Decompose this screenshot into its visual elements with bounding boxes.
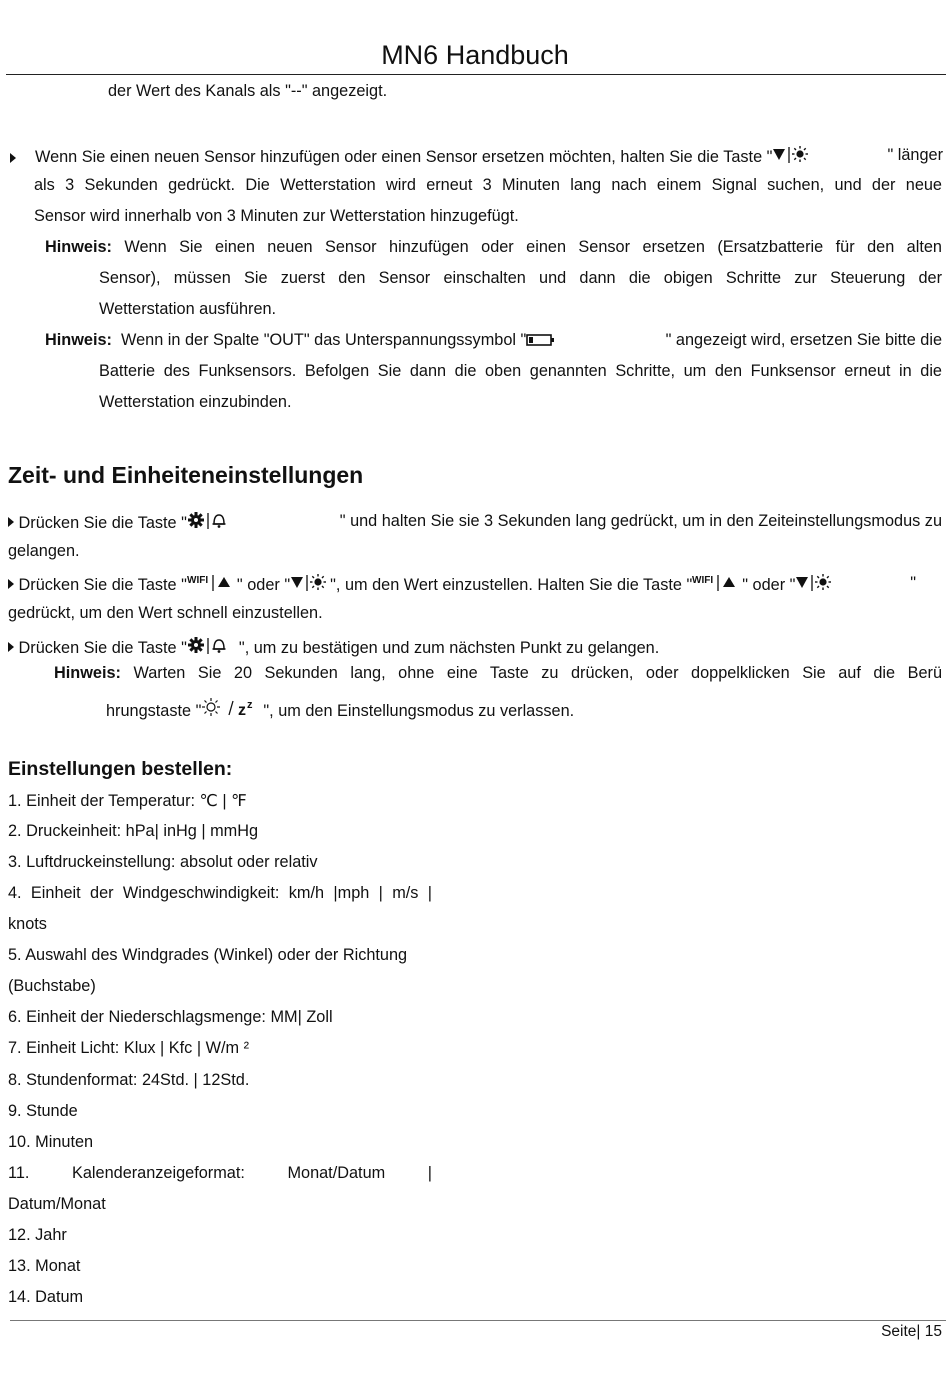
sensor-bullet-line3: Sensor wird innerhalb von 3 Minuten zur Wetterstation hinzugefügt. — [34, 207, 519, 225]
list-item: 7. Einheit Licht: Klux | Kfc | W/m ² — [8, 1039, 249, 1057]
list-item: 5. Auswahl des Windgrades (Winkel) oder der Richtung — [8, 946, 408, 964]
note1-line2: Sensor), müssen Sie zuerst den Sensor einschalten und dann die obigen Schritte zur Steuerung der — [99, 269, 942, 287]
time-bullet-1-cont: gelangen. — [8, 542, 80, 560]
page-header-title: MN6 Handbuch — [381, 40, 569, 70]
list-item: 9. Stunde — [8, 1102, 78, 1120]
list-item: 11. Kalenderanzeigeformat: Monat/Datum | — [8, 1164, 432, 1182]
list-item: 1. Einheit der Temperatur: ℃ | ℉ — [8, 792, 247, 810]
sensor-bullet-line1: Wenn Sie einen neuen Sensor hinzufügen oder einen Sensor ersetzen möchten, halten Sie die Taste " " länger — [35, 146, 943, 166]
list-item: 8. Stundenformat: 24Std. | 12Std. — [8, 1071, 250, 1089]
svg-text:WIFI: WIFI — [186, 575, 209, 586]
continuation-line: der Wert des Kanals als "--" angezeigt. — [108, 82, 388, 100]
note-label: Hinweis: — [45, 331, 112, 349]
svg-text:z: z — [247, 699, 253, 711]
down-light-icon — [795, 574, 835, 592]
bullet-marker — [8, 517, 14, 527]
note3-line2: hrungstaste " z z ", um den Einstellungsmodus zu verlassen. — [106, 699, 575, 720]
svg-text:z: z — [238, 702, 247, 718]
note1-line1: Hinweis: Wenn Sie einen neuen Sensor hinzufügen oder einen Sensor ersetzen (Ersatzbatterie für den alten — [45, 238, 942, 256]
note-label: Hinweis: — [54, 664, 121, 682]
list-item: 10. Minuten — [8, 1133, 94, 1151]
bullet-marker — [8, 642, 14, 652]
list-item: 4. Einheit der Windgeschwindigkeit: km/h |mph | m/s | — [8, 884, 432, 902]
time-bullet-1: Drücken Sie die Taste " " und halten Sie sie 3 Sekunden lang gedrückt, um in den Zeiteinstellungsmodus zu — [8, 512, 942, 533]
page-number: Seite| 15 — [881, 1323, 942, 1340]
header-divider — [6, 74, 946, 75]
bullet-marker — [8, 579, 14, 589]
list-item: 13. Monat — [8, 1257, 81, 1275]
down-light-icon — [772, 146, 808, 164]
section-heading: Zeit- und Einheiteneinstellungen — [8, 462, 364, 488]
list-item: 12. Jahr — [8, 1226, 67, 1244]
note2-line2: Batterie des Funksensors. Befolgen Sie dann die oben genannten Schritte, um den Funksensor erneut in die — [99, 362, 942, 380]
list-item: 14. Datum — [8, 1288, 84, 1306]
down-light-icon — [290, 574, 330, 592]
list-item: 6. Einheit der Niederschlagsmenge: MM| Zoll — [8, 1008, 333, 1026]
list-item: 2. Druckeinheit: hPa| inHg | mmHg — [8, 822, 259, 840]
wifi-up-icon — [187, 574, 237, 592]
note2-line1: Hinweis: Wenn in der Spalte "OUT" das Unterspannungssymbol " " angezeigt wird, ersetzen Sie bitte die — [45, 331, 942, 349]
note3-line1: Hinweis: Warten Sie 20 Sekunden lang, ohne eine Taste zu drücken, oder doppelklicken Sie auf die Berü — [54, 664, 942, 682]
list-item-cont: (Buchstabe) — [8, 977, 96, 995]
battery-low-icon — [526, 333, 556, 347]
order-heading: Einstellungen bestellen: — [8, 758, 233, 780]
list-item-cont: Datum/Monat — [8, 1195, 106, 1213]
footer-divider — [10, 1320, 946, 1321]
sensor-bullet-line2: als 3 Sekunden gedrückt. Die Wetterstation wird erneut 3 Minuten lang nach einem Signal suchen, und der neue — [34, 176, 942, 194]
bullet-marker — [10, 150, 16, 169]
note1-line3: Wetterstation ausführen. — [99, 300, 277, 318]
time-bullet-2-cont: gedrückt, um den Wert schnell einzustellen. — [8, 604, 323, 622]
wifi-up-icon — [692, 574, 742, 592]
list-item: 3. Luftdruckeinstellung: absolut oder relativ — [8, 853, 318, 871]
list-item-cont: knots — [8, 915, 47, 933]
light-snooze-icon — [201, 698, 263, 718]
gear-alarm-icon — [187, 512, 227, 530]
time-bullet-3: Drücken Sie die Taste " ", um zu bestätigen und zum nächsten Punkt zu gelangen. — [8, 637, 659, 658]
time-bullet-2: Drücken Sie die Taste " WIFI " oder " ", um den Wert einzustellen. Halten Sie die Taste " WIFI " oder " " — [8, 574, 942, 595]
gear-alarm-icon — [187, 637, 239, 655]
note2-line3: Wetterstation einzubinden. — [99, 393, 292, 411]
note-label: Hinweis: — [45, 238, 112, 256]
svg-text:WIFI: WIFI — [692, 575, 714, 586]
